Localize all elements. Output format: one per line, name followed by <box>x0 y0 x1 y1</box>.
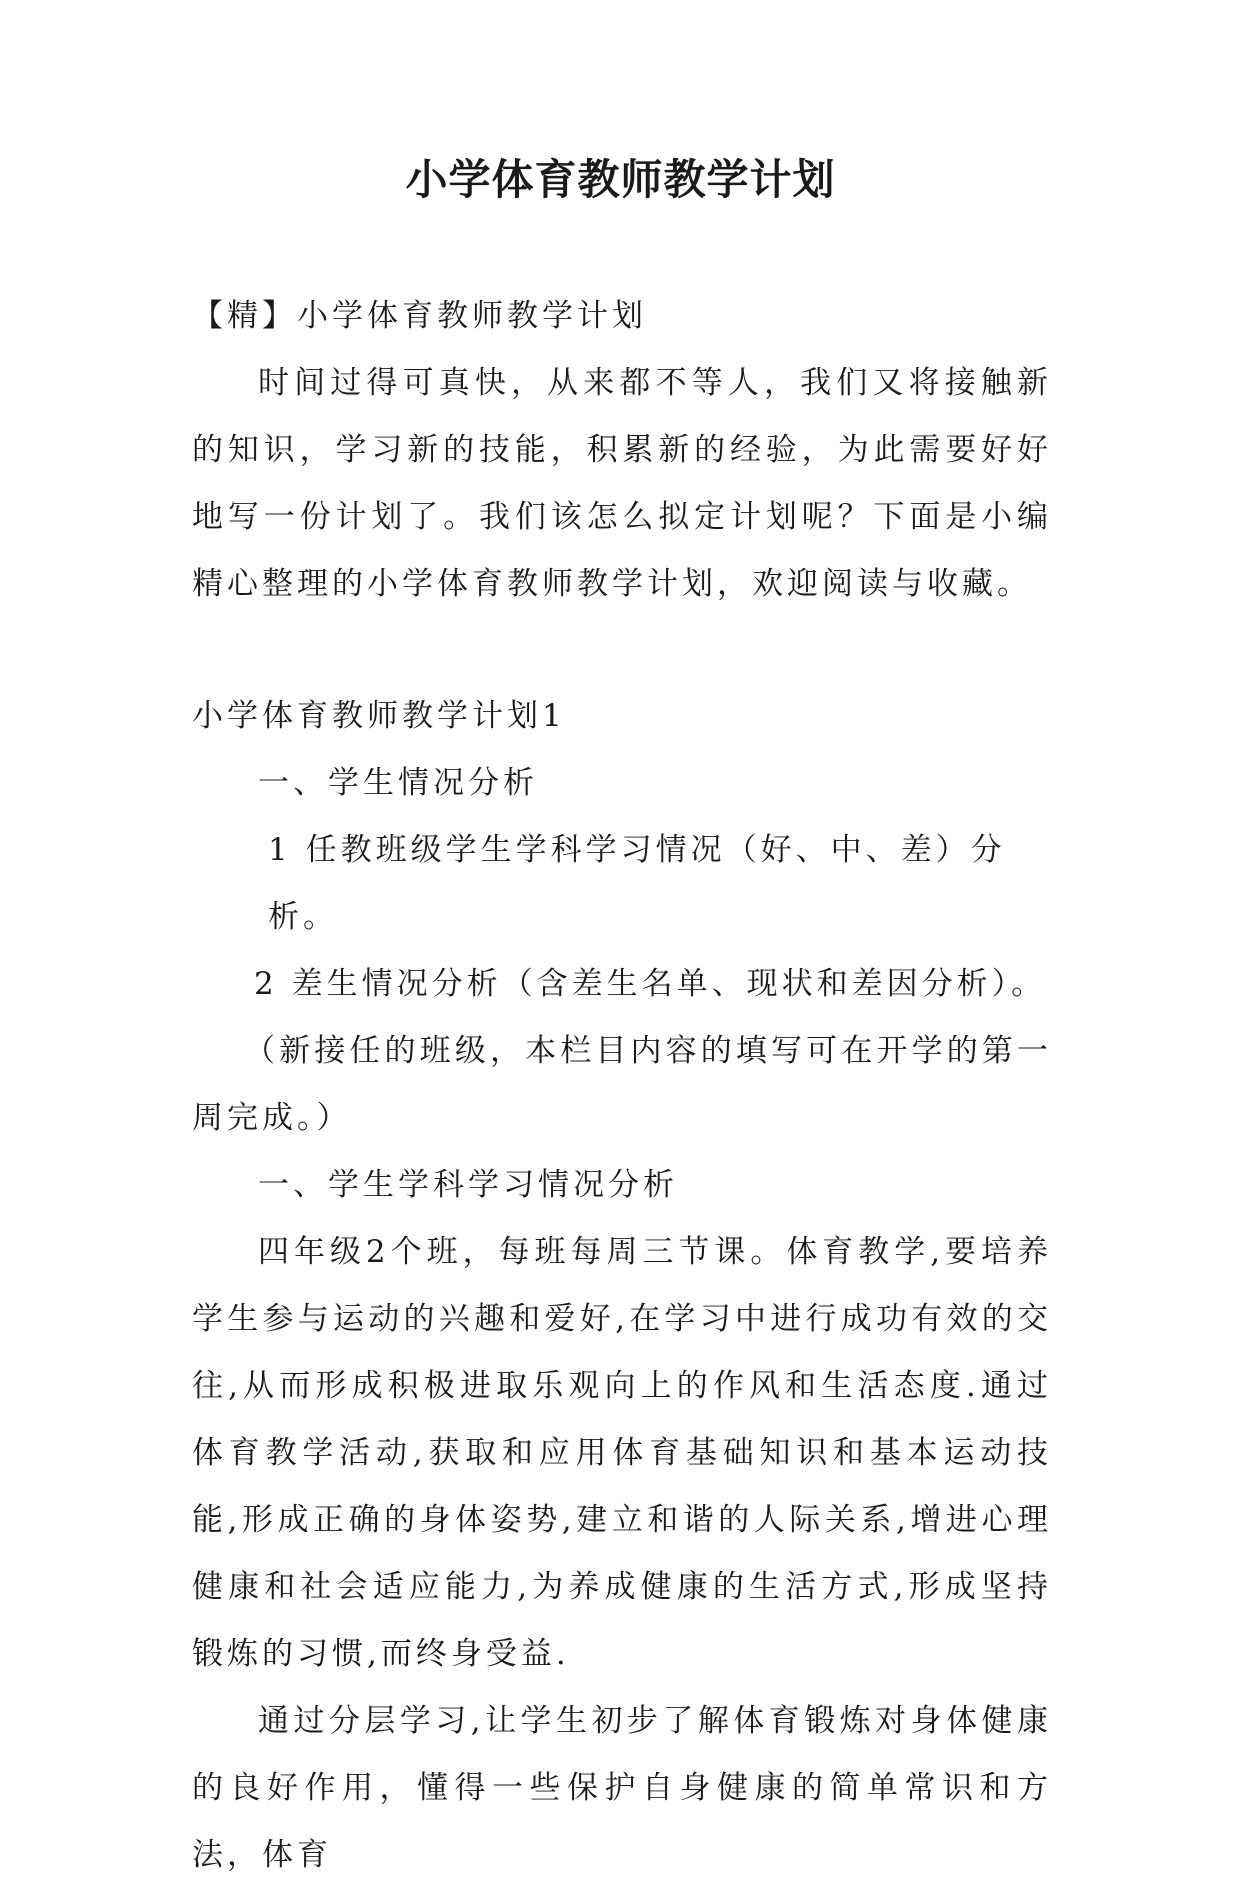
list-item: 1 任教班级学生学科学习情况（好、中、差）分析。 <box>268 832 1006 935</box>
intro-paragraph: 时间过得可真快，从来都不等人，我们又将接触新的知识，学习新的技能，积累新的经验，为此需要好好地写一份计划了。我们该怎么拟定计划呢？下面是小编精心整理的小学体育教师教学计划，欢迎阅读与收藏。 <box>192 365 1052 602</box>
section-heading: 小学体育教师教学计划1 <box>192 698 566 734</box>
intro-heading: 【精】小学体育教师教学计划 <box>192 298 647 334</box>
subsection-heading: 一、学生学科学习情况分析 <box>258 1167 678 1203</box>
subsection-heading: 一、学生情况分析 <box>258 765 538 801</box>
list-item: 2 差生情况分析（含差生名单、现状和差因分析）。 <box>254 966 1047 1002</box>
document-title: 小学体育教师教学计划 <box>405 155 836 204</box>
body-paragraph: 通过分层学习,让学生初步了解体育锻炼对身体健康的良好作用，懂得一些保护自身健康的简单常识和方法，体育 <box>192 1703 1052 1873</box>
body-paragraph: 四年级2个班，每班每周三节课。体育教学,要培养学生参与运动的兴趣和爱好,在学习中进行成功有效的交往,从而形成积极进取乐观向上的作风和生活态度.通过体育教学活动,获取和应用体育基础知识和基本运动技能,形成正确的身体姿势,建立和谐的人际关系,增进心理健康和社会适应能力,为养成健康的生活方式,形成坚持锻炼的习惯,而终身受益. <box>192 1234 1052 1672</box>
document-body <box>192 283 1052 1889</box>
note-paragraph: （新接任的班级，本栏目内容的填写可在开学的第一周完成。） <box>192 1033 1052 1136</box>
